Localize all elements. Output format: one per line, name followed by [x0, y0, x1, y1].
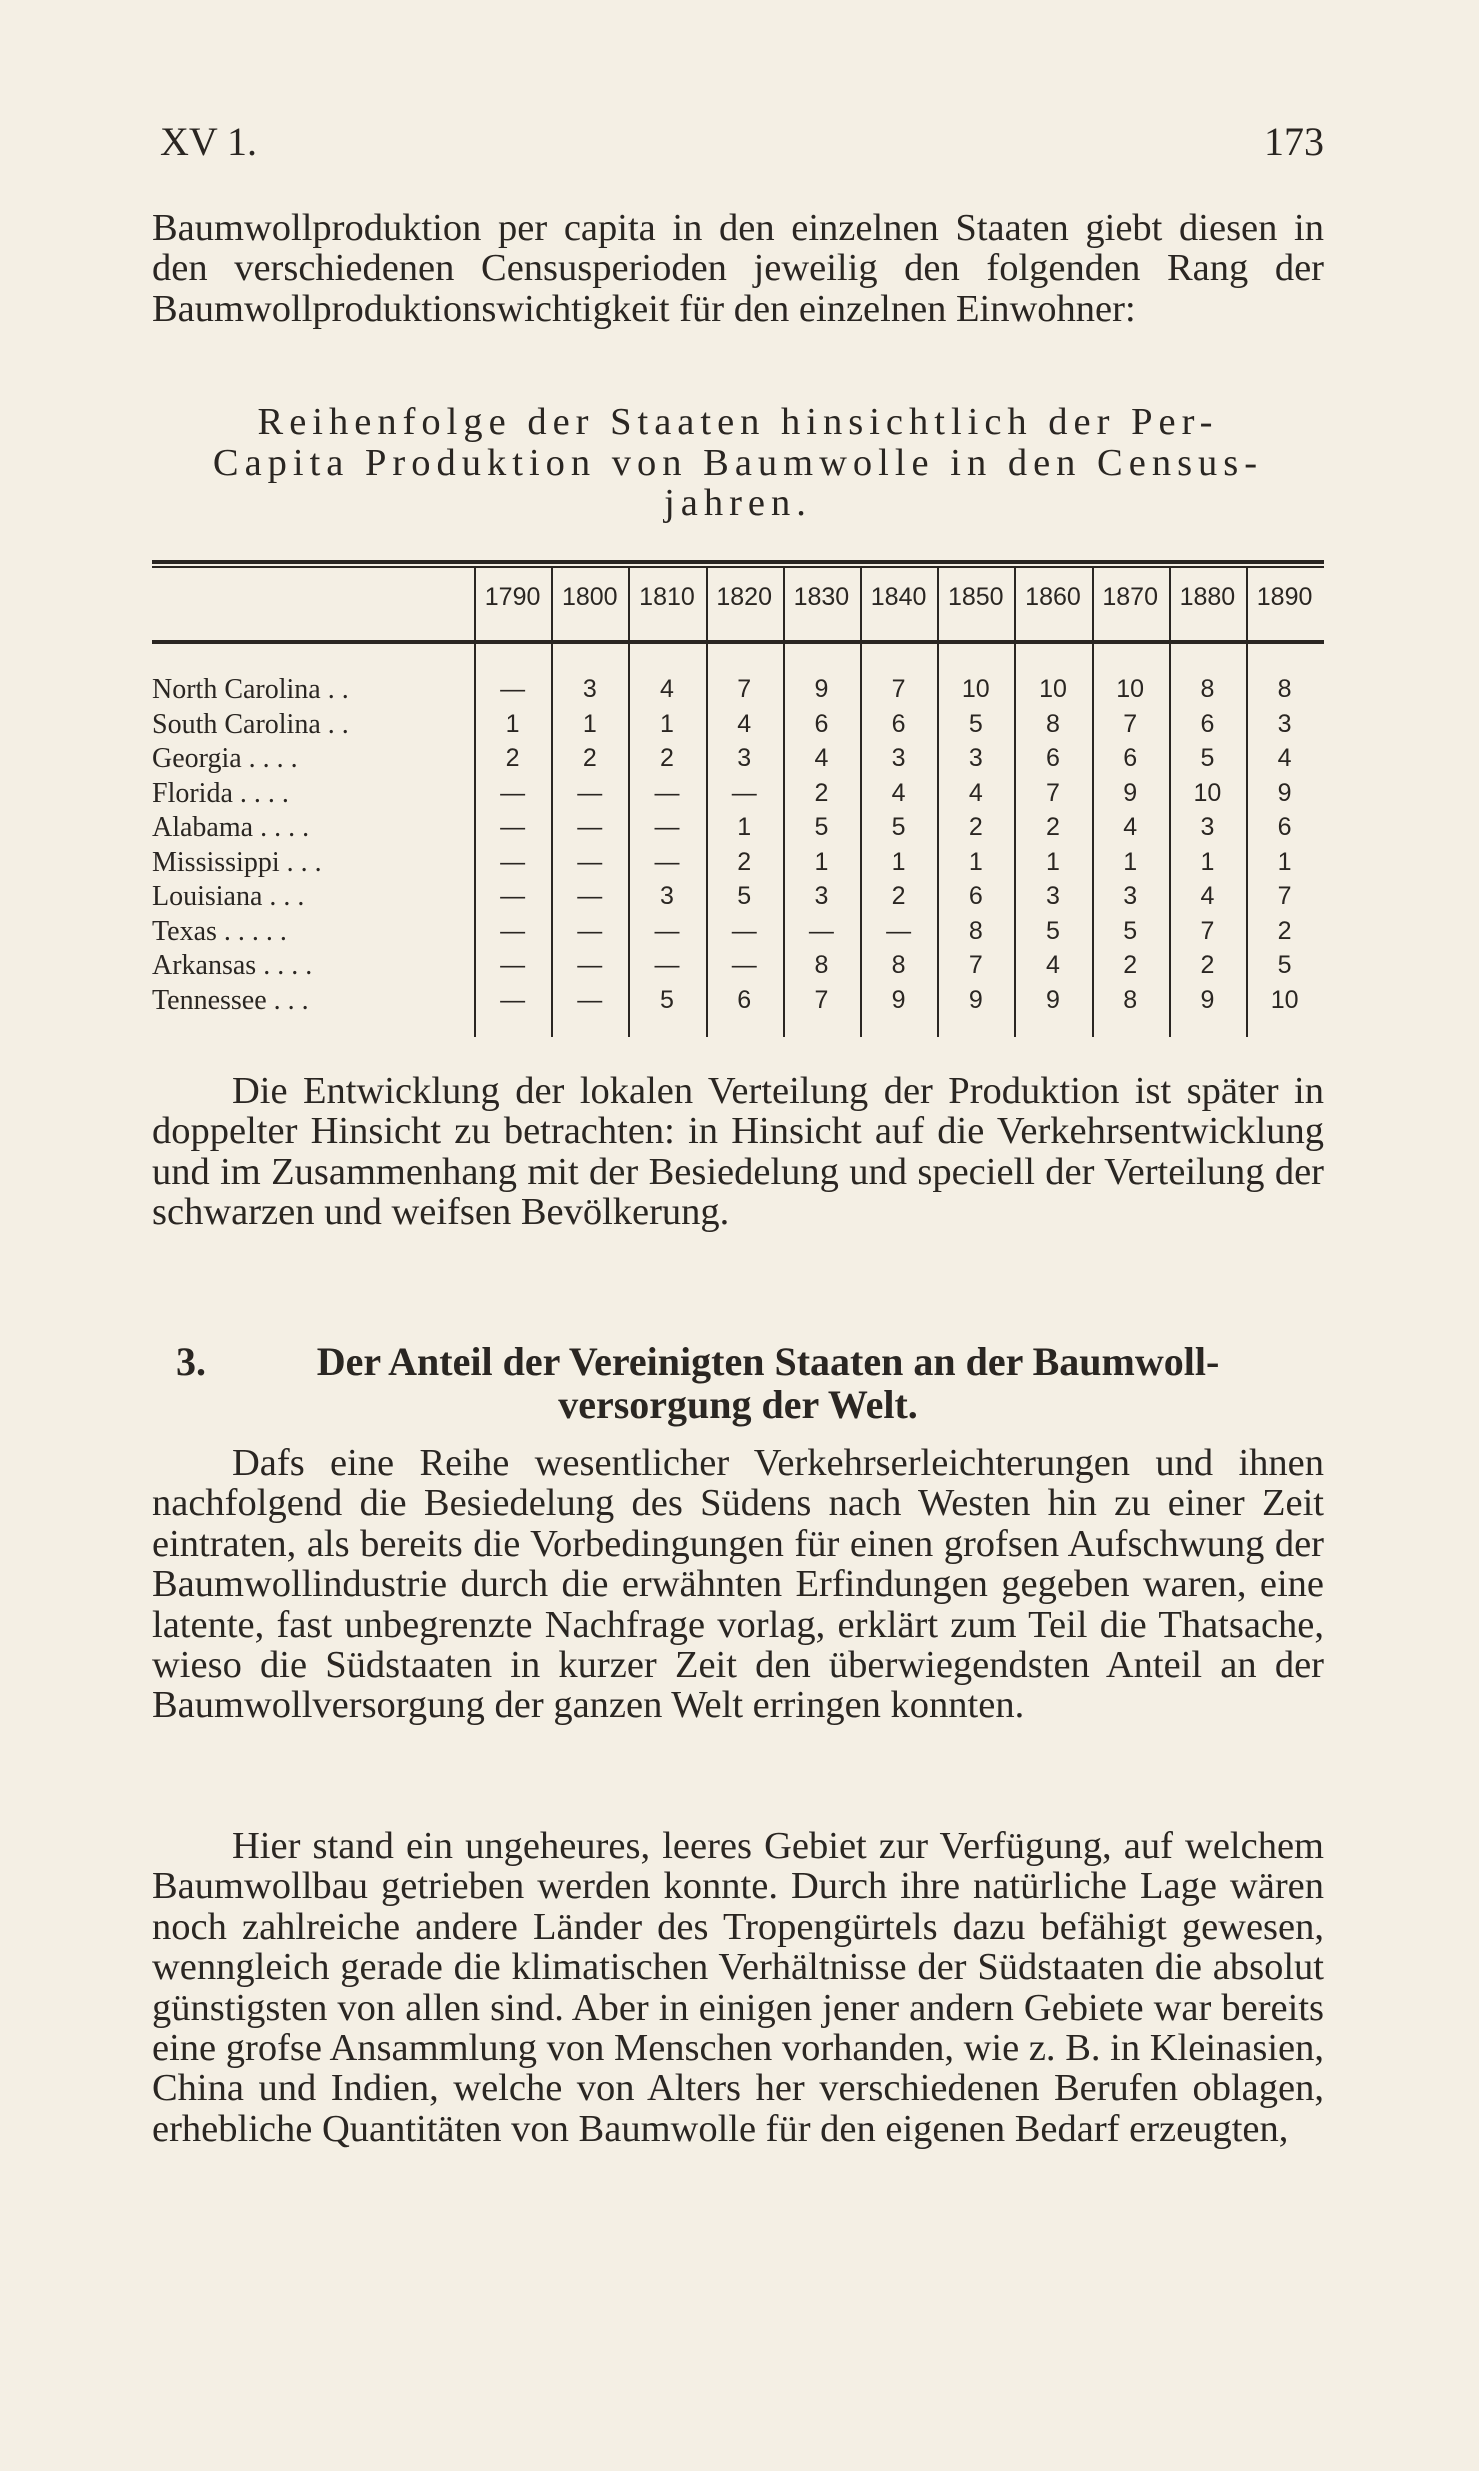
rank-cell: 7: [968, 951, 983, 979]
table-row: [152, 916, 1324, 947]
rank-cell: —: [500, 675, 526, 703]
rank-cell: 3: [660, 882, 674, 910]
year-header: 1850: [947, 583, 1004, 611]
rank-cell: 10: [1039, 675, 1067, 703]
rank-cell: 4: [1200, 882, 1215, 910]
table-header-rule: [152, 640, 1324, 644]
rank-cell: 8: [1277, 675, 1292, 703]
rank-cell: 10: [1270, 985, 1299, 1014]
rank-cell: 2: [891, 882, 906, 910]
rank-cell: 6: [814, 709, 829, 738]
rank-cell: 3: [1123, 882, 1138, 910]
rank-cell: —: [731, 951, 757, 979]
rank-cell: 7: [814, 985, 829, 1014]
rank-cell: 5: [1046, 916, 1060, 945]
rank-cell: 4: [660, 675, 674, 703]
rank-table: [152, 560, 1324, 1050]
rank-cell: 1: [1200, 847, 1215, 876]
state-name: Tennessee . . .: [152, 984, 309, 1016]
rank-cell: 9: [1123, 778, 1138, 807]
rank-cell: 5: [968, 709, 983, 738]
section-heading: [152, 1340, 1324, 1426]
section-title-line-1: Der Anteil der Vereinigten Staaten an der Baumwoll-: [316, 1339, 1220, 1384]
rank-cell: 2: [660, 744, 674, 772]
rank-cell: 2: [737, 847, 752, 876]
page-number: 173: [1264, 119, 1324, 164]
rank-cell: 5: [1123, 916, 1138, 945]
rank-cell: 4: [1277, 744, 1292, 772]
rank-cell: 4: [1046, 951, 1060, 979]
rank-cell: 1: [814, 847, 829, 876]
rank-cell: 9: [968, 985, 983, 1014]
rank-cell: 4: [891, 778, 906, 807]
section-number: 3.: [176, 1339, 206, 1384]
rank-cell: 6: [1277, 813, 1292, 841]
rank-cell: 10: [961, 675, 990, 703]
rank-cell: 5: [660, 985, 674, 1014]
rank-cell: —: [500, 847, 526, 876]
rank-cell: 6: [1123, 744, 1138, 772]
rank-cell: —: [500, 916, 526, 945]
rank-cell: 10: [1116, 675, 1145, 703]
rank-cell: —: [654, 916, 680, 945]
rank-cell: 1: [737, 813, 752, 841]
state-name: Louisiana . . .: [152, 881, 305, 912]
rank-cell: 1: [582, 709, 597, 738]
rank-cell: 3: [814, 882, 829, 910]
state-name: Alabama . . . .: [152, 812, 310, 843]
table-row: [152, 709, 1324, 740]
rank-cell: 2: [1123, 951, 1138, 979]
rank-cell: 1: [1277, 847, 1292, 876]
rank-cell: —: [577, 916, 603, 945]
rank-cell: 3: [1200, 813, 1215, 841]
rank-cell: —: [500, 813, 526, 841]
rank-cell: —: [577, 778, 603, 807]
table-caption-line-1: Reihenfolge der Staaten hinsichtlich der Per-: [257, 401, 1219, 443]
rank-cell: 5: [814, 813, 829, 841]
rank-cell: 3: [1046, 882, 1060, 910]
rank-cell: 3: [891, 744, 906, 772]
table-row: [152, 743, 1324, 774]
rank-cell: 3: [1277, 709, 1292, 738]
year-header: 1880: [1179, 583, 1236, 611]
rank-cell: —: [577, 847, 603, 876]
rank-cell: —: [500, 882, 526, 910]
rank-cell: 2: [1277, 916, 1292, 945]
rank-cell: —: [731, 778, 757, 807]
rank-cell: 9: [1200, 985, 1215, 1014]
rank-cell: 2: [814, 778, 829, 807]
year-header: 1810: [639, 583, 695, 611]
rank-cell: 5: [1200, 744, 1215, 772]
rank-cell: 2: [1200, 951, 1215, 979]
rank-cell: 6: [1200, 709, 1215, 738]
rank-cell: 10: [1193, 778, 1222, 807]
rank-cell: —: [808, 916, 834, 945]
rank-cell: —: [577, 985, 603, 1014]
table-row: [152, 881, 1324, 912]
development-paragraph: Die Entwicklung der lokalen Verteilung der Produktion ist später in doppelter Hinsicht zu betrachten: in Hinsicht auf die Verkehrsentwicklung und im Zusammenhang mit der Besiedelung und speciell der Verteilung der schwarzen und weifsen Bevölkerung.: [152, 1070, 1324, 1234]
table-row: [152, 812, 1324, 843]
state-name: Arkansas . . . .: [152, 950, 313, 981]
table-caption: [152, 402, 1324, 524]
state-name: Florida . . . .: [152, 777, 289, 809]
section-reference: XV 1.: [160, 119, 258, 164]
rank-cell: 4: [1123, 813, 1138, 841]
year-header: 1870: [1102, 583, 1158, 611]
rank-cell: 8: [1200, 675, 1215, 703]
table-row: [152, 950, 1324, 981]
table-row: [152, 778, 1324, 809]
year-header: 1860: [1025, 583, 1081, 611]
rank-cell: 9: [891, 985, 906, 1014]
rank-cell: 6: [968, 882, 983, 910]
table-top-rule: [152, 560, 1324, 564]
state-name: Texas . . . . .: [152, 915, 287, 947]
rank-cell: 7: [737, 675, 752, 703]
table-top-rule-inner: [152, 566, 1324, 568]
rank-cell: 5: [1277, 951, 1292, 979]
paragraph-territory: Hier stand ein ungeheures, leeres Gebiet zur Verfügung, auf welchem Baumwollbau getrieben werden konnte. Durch ihre natürliche Lage wären noch zahlreiche andere Länder des Tropengürtels dazu befähigt gewesen, wenngleich gerade die klimatischen Verhältnisse der Südstaaten die absolut günstigsten von allen sind. Aber in einigen jener andern Gebiete war bereits eine grofse Ansammlung von Menschen vorhanden, wie z. B. in Kleinasien, China und Indien, welche von Alters her verschiedenen Berufen oblagen, erhebliche Quantitäten von Baumwolle für den eigenen Bedarf erzeugten,: [152, 1825, 1324, 2150]
rank-cell: 7: [1123, 709, 1138, 738]
running-header: [152, 118, 1324, 168]
rank-cell: 7: [1277, 882, 1292, 910]
rank-cell: 2: [582, 744, 597, 772]
rank-cell: —: [654, 813, 680, 841]
rank-cell: 7: [1200, 916, 1215, 945]
rank-cell: 4: [814, 744, 829, 772]
rank-cell: 1: [660, 709, 674, 738]
state-name: Mississippi . . .: [152, 846, 322, 878]
state-name: North Carolina . .: [152, 674, 349, 705]
rank-cell: 2: [1046, 813, 1060, 841]
rank-cell: 4: [737, 709, 752, 738]
rank-cell: —: [577, 882, 603, 910]
rank-cell: 3: [968, 744, 983, 772]
rank-cell: —: [654, 778, 680, 807]
rank-cell: —: [500, 985, 526, 1014]
intro-paragraph: Baumwollproduktion per capita in den einzelnen Staaten giebt diesen in den verschiedenen Censusperioden jeweilig den folgenden Rang der Baumwollproduktionswichtigkeit für den einzelnen Einwohner:: [152, 207, 1324, 330]
rank-cell: 8: [1123, 985, 1138, 1014]
table-caption-line-3: jahren.: [664, 482, 812, 524]
year-header: 1820: [716, 583, 772, 611]
rank-cell: 1: [1123, 847, 1138, 876]
rank-cell: 9: [1046, 985, 1060, 1014]
rank-cell: 2: [968, 813, 983, 841]
rank-cell: —: [654, 847, 680, 876]
rank-cell: 9: [814, 675, 829, 703]
rank-cell: 6: [1046, 744, 1060, 772]
rank-cell: —: [500, 951, 526, 979]
rank-cell: 1: [505, 709, 520, 738]
year-header: 1790: [484, 583, 541, 611]
rank-cell: —: [731, 916, 757, 945]
rank-cell: 1: [1046, 847, 1060, 876]
table-caption-line-2: Capita Produktion von Baumwolle in den Census-: [212, 441, 1264, 484]
table-row: [152, 674, 1324, 705]
rank-cell: 3: [582, 675, 597, 703]
rank-cell: —: [654, 951, 680, 979]
rank-cell: 6: [737, 985, 752, 1014]
rank-cell: 2: [505, 744, 520, 772]
rank-cell: 8: [891, 951, 906, 979]
rank-cell: —: [577, 813, 603, 841]
rank-cell: 4: [968, 778, 983, 807]
rank-cell: 1: [891, 847, 906, 876]
table-row: [152, 847, 1324, 878]
rank-cell: 3: [737, 744, 752, 772]
rank-cell: 5: [891, 813, 906, 841]
rank-cell: —: [886, 916, 912, 945]
rank-cell: —: [500, 778, 526, 807]
year-header: 1800: [561, 583, 618, 611]
rank-cell: 1: [968, 847, 983, 876]
state-name: Georgia . . . .: [152, 743, 298, 774]
paragraph-share-intro: Dafs eine Reihe wesentlicher Verkehrserleichterungen und ihnen nachfolgend die Besiedelung des Südens nach Westen hin zu einer Zeit eintraten, als bereits die Vorbedingungen für einen grofsen Aufschwung der Baumwollindustrie durch die erwähnten Erfindungen gegeben waren, eine latente, fast unbegrenzte Nachfrage vorlag, erklärt zum Teil die Thatsache, wieso die Südstaaten in kurzer Zeit den überwiegendsten Anteil an der Baumwollversorgung der ganzen Welt erringen konnten.: [152, 1442, 1324, 1727]
rank-cell: 9: [1277, 778, 1292, 807]
state-name: South Carolina . .: [152, 708, 349, 740]
section-title-line-2: versorgung der Welt.: [558, 1382, 918, 1427]
rank-cell: 7: [891, 675, 906, 703]
year-header: 1840: [870, 583, 927, 611]
rank-cell: —: [577, 951, 603, 979]
rank-cell: 8: [1046, 709, 1060, 738]
year-header: 1890: [1256, 583, 1313, 611]
rank-cell: 6: [891, 709, 906, 738]
rank-cell: 8: [814, 951, 829, 979]
year-header: 1830: [793, 583, 850, 611]
rank-cell: 7: [1046, 778, 1060, 807]
table-row: [152, 985, 1324, 1016]
rank-cell: 8: [968, 916, 983, 945]
rank-cell: 5: [737, 882, 752, 910]
